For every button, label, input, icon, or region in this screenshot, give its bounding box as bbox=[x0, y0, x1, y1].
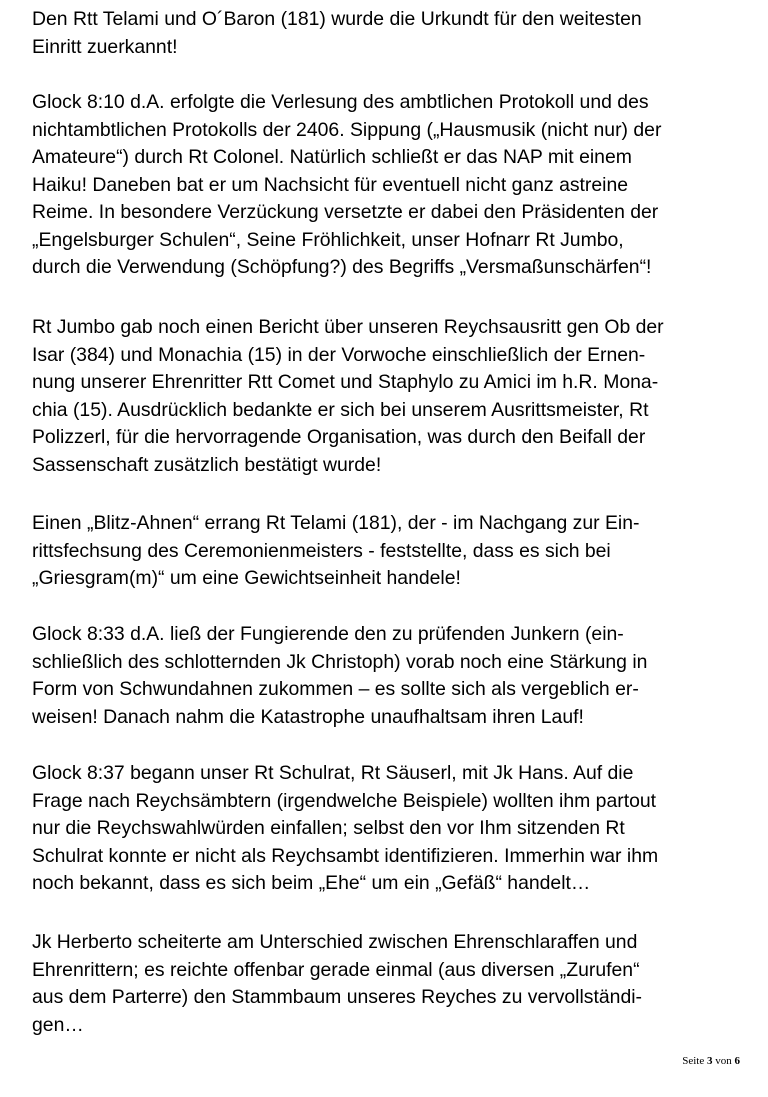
text-line: Form von Schwundahnen zukommen – es sollte sich als vergeblich er- bbox=[32, 678, 639, 700]
footer-sep: von bbox=[715, 1055, 732, 1067]
text-line: rittsfechsung des Ceremonienmeisters - feststellte, dass es sich bei bbox=[32, 539, 611, 562]
text-line: durch die Verwendung (Schöpfung?) des Begriffs „Versmaßunschärfen“! bbox=[32, 256, 652, 278]
text-line: „Engelsburger Schulen“, Seine Fröhlichkeit, unser Hofnarr Rt Jumbo, bbox=[32, 228, 624, 251]
text-line: Ehrenrittern; es reichte offenbar gerade einmal (aus diversen „Zurufen“ bbox=[32, 958, 640, 981]
paragraph-herberto bbox=[32, 929, 760, 1039]
paragraph-blitz-ahnen bbox=[32, 510, 760, 593]
paragraph-pruefung bbox=[32, 621, 760, 731]
page-number-footer bbox=[682, 1055, 740, 1067]
paragraph-schulrat bbox=[32, 760, 760, 898]
text-line: gen… bbox=[32, 1013, 84, 1036]
text-line: chia (15). Ausdrücklich bedankte er sich bei unserem Ausrittsmeister, Rt bbox=[32, 398, 649, 421]
text-line: Schulrat konnte er nicht als Reychsambt identifizieren. Immerhin war ihm bbox=[32, 844, 659, 867]
text-line: weisen! Danach nahm die Katastrophe unaufhaltsam ihren Lauf! bbox=[32, 705, 584, 728]
text-line: „Griesgram(m)“ um eine Gewichtseinheit handele! bbox=[32, 567, 461, 589]
text-line: Den Rtt Telami und O´Baron (181) wurde die Urkundt für den weitesten bbox=[32, 8, 642, 30]
text-line: Sassenschaft zusätzlich bestätigt wurde! bbox=[32, 453, 382, 476]
footer-prefix: Seite bbox=[682, 1055, 705, 1067]
text-line: Rt Jumbo gab noch einen Bericht über unseren Reychsausritt gen Ob der bbox=[32, 316, 664, 338]
text-line: aus dem Parterre) den Stammbaum unseres Reyches zu vervollständi- bbox=[32, 986, 642, 1008]
text-line: noch bekannt, dass es sich beim „Ehe“ um ein „Gefäß“ handelt… bbox=[32, 872, 591, 894]
text-line: Glock 8:10 d.A. erfolgte die Verlesung des ambtlichen Protokoll und des bbox=[32, 91, 649, 113]
footer-total: 6 bbox=[734, 1055, 740, 1067]
text-line: Glock 8:33 d.A. ließ der Fungierende den zu prüfenden Junkern (ein- bbox=[32, 623, 624, 645]
paragraph-protokoll bbox=[32, 89, 760, 282]
text-line: nichtambtlichen Protokolls der 2406. Sippung („Hausmusik (nicht nur) der bbox=[32, 118, 662, 141]
text-line: Einen „Blitz-Ahnen“ errang Rt Telami (181), der - im Nachgang zur Ein- bbox=[32, 512, 640, 534]
text-line: Amateure“) durch Rt Colonel. Natürlich schließt er das NAP mit einem bbox=[32, 146, 632, 168]
footer-page: 3 bbox=[707, 1055, 713, 1067]
text-line: nur die Reychswahlwürden einfallen; selbst den vor Ihm sitzenden Rt bbox=[32, 817, 625, 839]
text-line: Isar (384) und Monachia (15) in der Vorwoche einschließlich der Ernen- bbox=[32, 343, 646, 366]
text-line: schließlich des schlotternden Jk Christoph) vorab noch eine Stärkung in bbox=[32, 650, 648, 673]
text-line: Glock 8:37 begann unser Rt Schulrat, Rt Säuserl, mit Jk Hans. Auf die bbox=[32, 762, 634, 784]
paragraph-bericht bbox=[32, 314, 760, 479]
text-line: Polizzerl, für die hervorragende Organisation, was durch den Beifall der bbox=[32, 426, 646, 448]
text-line: Jk Herberto scheiterte am Unterschied zwischen Ehrenschlaraffen und bbox=[32, 931, 638, 953]
paragraph-urkunde bbox=[32, 6, 760, 61]
text-line: Einritt zuerkannt! bbox=[32, 35, 178, 58]
text-line: Frage nach Reychsämbtern (irgendwelche Beispiele) wollten ihm partout bbox=[32, 789, 657, 812]
text-line: nung unserer Ehrenritter Rtt Comet und Staphylo zu Amici im h.R. Mona- bbox=[32, 371, 659, 393]
text-line: Haiku! Daneben bat er um Nachsicht für eventuell nicht ganz astreine bbox=[32, 173, 629, 196]
text-line: Reime. In besondere Verzückung versetzte er dabei den Präsidenten der bbox=[32, 201, 659, 223]
